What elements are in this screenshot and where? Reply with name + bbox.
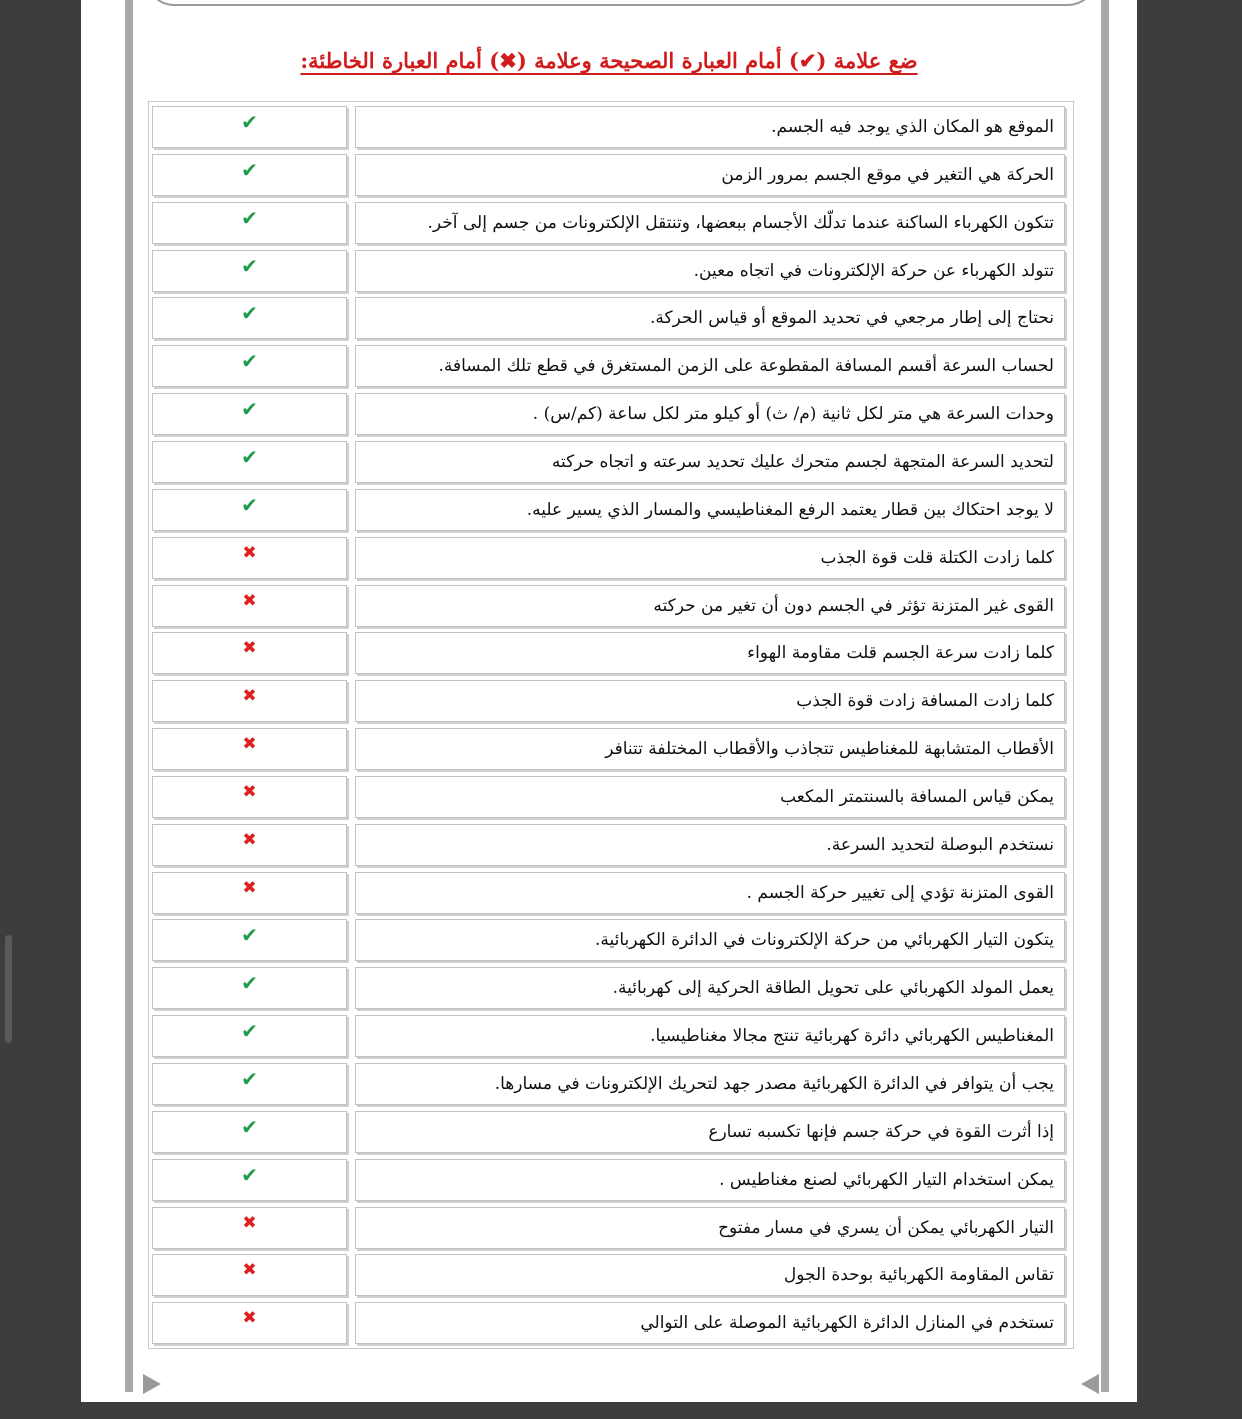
cross-mark-icon: ✖ xyxy=(242,686,257,706)
statement-cell: يتكون التيار الكهربائي من حركة الإلكترونات في الدائرة الكهربائية. xyxy=(355,919,1065,961)
answer-cell xyxy=(152,1063,347,1105)
statement-cell: لحساب السرعة أقسم المسافة المقطوعة على الزمن المستغرق في قطع تلك المسافة. xyxy=(355,345,1065,387)
statement-cell: الحركة هي التغير في موقع الجسم بمرور الزمن xyxy=(355,154,1065,196)
scrollbar-handle[interactable] xyxy=(5,935,12,1043)
statement-cell: يمكن استخدام التيار الكهربائي لصنع مغناطيس . xyxy=(355,1159,1065,1201)
instruction-middle: ) أمام العبارة الصحيحة وعلامة ( xyxy=(516,48,799,73)
cross-mark-icon: ✖ xyxy=(242,734,257,754)
answer-cell xyxy=(152,728,347,770)
table-row xyxy=(152,537,1070,583)
table-row xyxy=(152,872,1070,918)
table-row xyxy=(152,297,1070,343)
table-row xyxy=(152,919,1070,965)
instruction-heading xyxy=(81,44,1137,78)
check-mark-icon: ✔ xyxy=(241,1067,258,1091)
statement-cell: تقاس المقاومة الكهربائية بوحدة الجول xyxy=(355,1254,1065,1296)
check-mark-icon: ✔ xyxy=(241,923,258,947)
table-row xyxy=(152,393,1070,439)
check-mark-icon: ✔ xyxy=(241,349,258,373)
page-border-right xyxy=(1101,0,1109,1392)
answer-cell xyxy=(152,537,347,579)
statement-cell: كلما زادت المسافة زادت قوة الجذب xyxy=(355,680,1065,722)
statement-cell: يعمل المولد الكهربائي على تحويل الطاقة الحركية إلى كهربائية. xyxy=(355,967,1065,1009)
statement-cell: المغناطيس الكهربائي دائرة كهربائية تنتج مجالا مغناطيسيا. xyxy=(355,1015,1065,1057)
answer-cell xyxy=(152,345,347,387)
answer-cell xyxy=(152,250,347,292)
instruction-prefix: ضع علامة ( xyxy=(816,48,918,73)
cross-mark-icon: ✖ xyxy=(242,830,257,850)
table-row xyxy=(152,728,1070,774)
table-row xyxy=(152,441,1070,487)
table-row xyxy=(152,250,1070,296)
table-row xyxy=(152,585,1070,631)
statement-cell: نحتاج إلى إطار مرجعي في تحديد الموقع أو قياس الحركة. xyxy=(355,297,1065,339)
statement-cell: التيار الكهربائي يمكن أن يسري في مسار مفتوح xyxy=(355,1207,1065,1249)
corner-ornament-right xyxy=(1081,1374,1099,1394)
statement-cell: وحدات السرعة هي متر لكل ثانية (م/ ث) أو كيلو متر لكل ساعة (كم/س) . xyxy=(355,393,1065,435)
check-mark-icon: ✔ xyxy=(241,971,258,995)
answer-cell xyxy=(152,919,347,961)
answer-cell xyxy=(152,1254,347,1296)
check-mark-icon: ✔ xyxy=(241,110,258,134)
cross-mark-icon: ✖ xyxy=(242,638,257,658)
answer-cell xyxy=(152,1207,347,1249)
cross-mark-icon: ✖ xyxy=(242,878,257,898)
statement-cell: تتكون الكهرباء الساكنة عندما تدلّك الأجسام ببعضها، وتنتقل الإلكترونات من جسم إلى آخر. xyxy=(355,202,1065,244)
check-mark-icon: ✔ xyxy=(241,493,258,517)
check-mark-icon: ✔ xyxy=(241,1115,258,1139)
statement-cell: الأقطاب المتشابهة للمغناطيس تتجاذب والأقطاب المختلفة تتنافر xyxy=(355,728,1065,770)
cross-mark-icon: ✖ xyxy=(499,48,517,73)
statement-cell: تتولد الكهرباء عن حركة الإلكترونات في اتجاه معين. xyxy=(355,250,1065,292)
table-row xyxy=(152,154,1070,200)
page-top-ornament xyxy=(143,0,1099,6)
check-mark-icon: ✔ xyxy=(241,445,258,469)
answer-cell xyxy=(152,1302,347,1344)
answer-cell xyxy=(152,680,347,722)
statement-cell: إذا أثرت القوة في حركة جسم فإنها تكسبه تسارع xyxy=(355,1111,1065,1153)
table-row xyxy=(152,489,1070,535)
answer-cell xyxy=(152,106,347,148)
table-row xyxy=(152,1063,1070,1109)
answer-cell xyxy=(152,1159,347,1201)
table-row xyxy=(152,776,1070,822)
statement-cell: القوى المتزنة تؤدي إلى تغيير حركة الجسم . xyxy=(355,872,1065,914)
answer-cell xyxy=(152,154,347,196)
corner-ornament-left xyxy=(143,1374,161,1394)
statement-cell: كلما زادت الكتلة قلت قوة الجذب xyxy=(355,537,1065,579)
check-mark-icon: ✔ xyxy=(241,1163,258,1187)
answer-cell xyxy=(152,1111,347,1153)
table-row xyxy=(152,202,1070,248)
check-mark-icon: ✔ xyxy=(241,1019,258,1043)
table-row xyxy=(152,967,1070,1013)
statement-cell: لا يوجد احتكاك بين قطار يعتمد الرفع المغناطيسي والمسار الذي يسير عليه. xyxy=(355,489,1065,531)
check-mark-icon: ✔ xyxy=(798,48,817,73)
cross-mark-icon: ✖ xyxy=(242,591,257,611)
table-row xyxy=(152,1159,1070,1205)
check-mark-icon: ✔ xyxy=(241,254,258,278)
statement-cell: كلما زادت سرعة الجسم قلت مقاومة الهواء xyxy=(355,632,1065,674)
check-mark-icon: ✔ xyxy=(241,397,258,421)
true-false-table xyxy=(148,101,1074,1349)
answer-cell xyxy=(152,202,347,244)
answer-cell xyxy=(152,776,347,818)
table-row xyxy=(152,824,1070,870)
table-row xyxy=(152,1015,1070,1061)
table-row xyxy=(152,1111,1070,1157)
table-row xyxy=(152,1254,1070,1300)
answer-cell xyxy=(152,824,347,866)
statement-cell: نستخدم البوصلة لتحديد السرعة. xyxy=(355,824,1065,866)
check-mark-icon: ✔ xyxy=(241,158,258,182)
cross-mark-icon: ✖ xyxy=(242,782,257,802)
table-row xyxy=(152,632,1070,678)
instruction-suffix: ) أمام العبارة الخاطئة: xyxy=(300,48,500,73)
cross-mark-icon: ✖ xyxy=(242,1213,257,1233)
answer-cell xyxy=(152,297,347,339)
answer-cell xyxy=(152,585,347,627)
answer-cell xyxy=(152,967,347,1009)
answer-cell xyxy=(152,1015,347,1057)
table-row xyxy=(152,1302,1070,1348)
statement-cell: يمكن قياس المسافة بالسنتمتر المكعب xyxy=(355,776,1065,818)
page-border-left xyxy=(125,0,133,1392)
table-row xyxy=(152,345,1070,391)
answer-cell xyxy=(152,872,347,914)
statement-cell: تستخدم في المنازل الدائرة الكهربائية الموصلة على التوالي xyxy=(355,1302,1065,1344)
statement-cell: الموقع هو المكان الذي يوجد فيه الجسم. xyxy=(355,106,1065,148)
table-row xyxy=(152,1207,1070,1253)
cross-mark-icon: ✖ xyxy=(242,543,257,563)
statement-cell: القوى غير المتزنة تؤثر في الجسم دون أن تغير من حركته xyxy=(355,585,1065,627)
cross-mark-icon: ✖ xyxy=(242,1260,257,1280)
cross-mark-icon: ✖ xyxy=(242,1308,257,1328)
statement-cell: يجب أن يتوافر في الدائرة الكهربائية مصدر جهد لتحريك الإلكترونات في مسارها. xyxy=(355,1063,1065,1105)
answer-cell xyxy=(152,632,347,674)
answer-cell xyxy=(152,489,347,531)
table-row xyxy=(152,106,1070,152)
worksheet-page xyxy=(81,0,1137,1402)
check-mark-icon: ✔ xyxy=(241,301,258,325)
answer-cell xyxy=(152,441,347,483)
check-mark-icon: ✔ xyxy=(241,206,258,230)
answer-cell xyxy=(152,393,347,435)
table-row xyxy=(152,680,1070,726)
statement-cell: لتحديد السرعة المتجهة لجسم متحرك عليك تحديد سرعته و اتجاه حركته xyxy=(355,441,1065,483)
